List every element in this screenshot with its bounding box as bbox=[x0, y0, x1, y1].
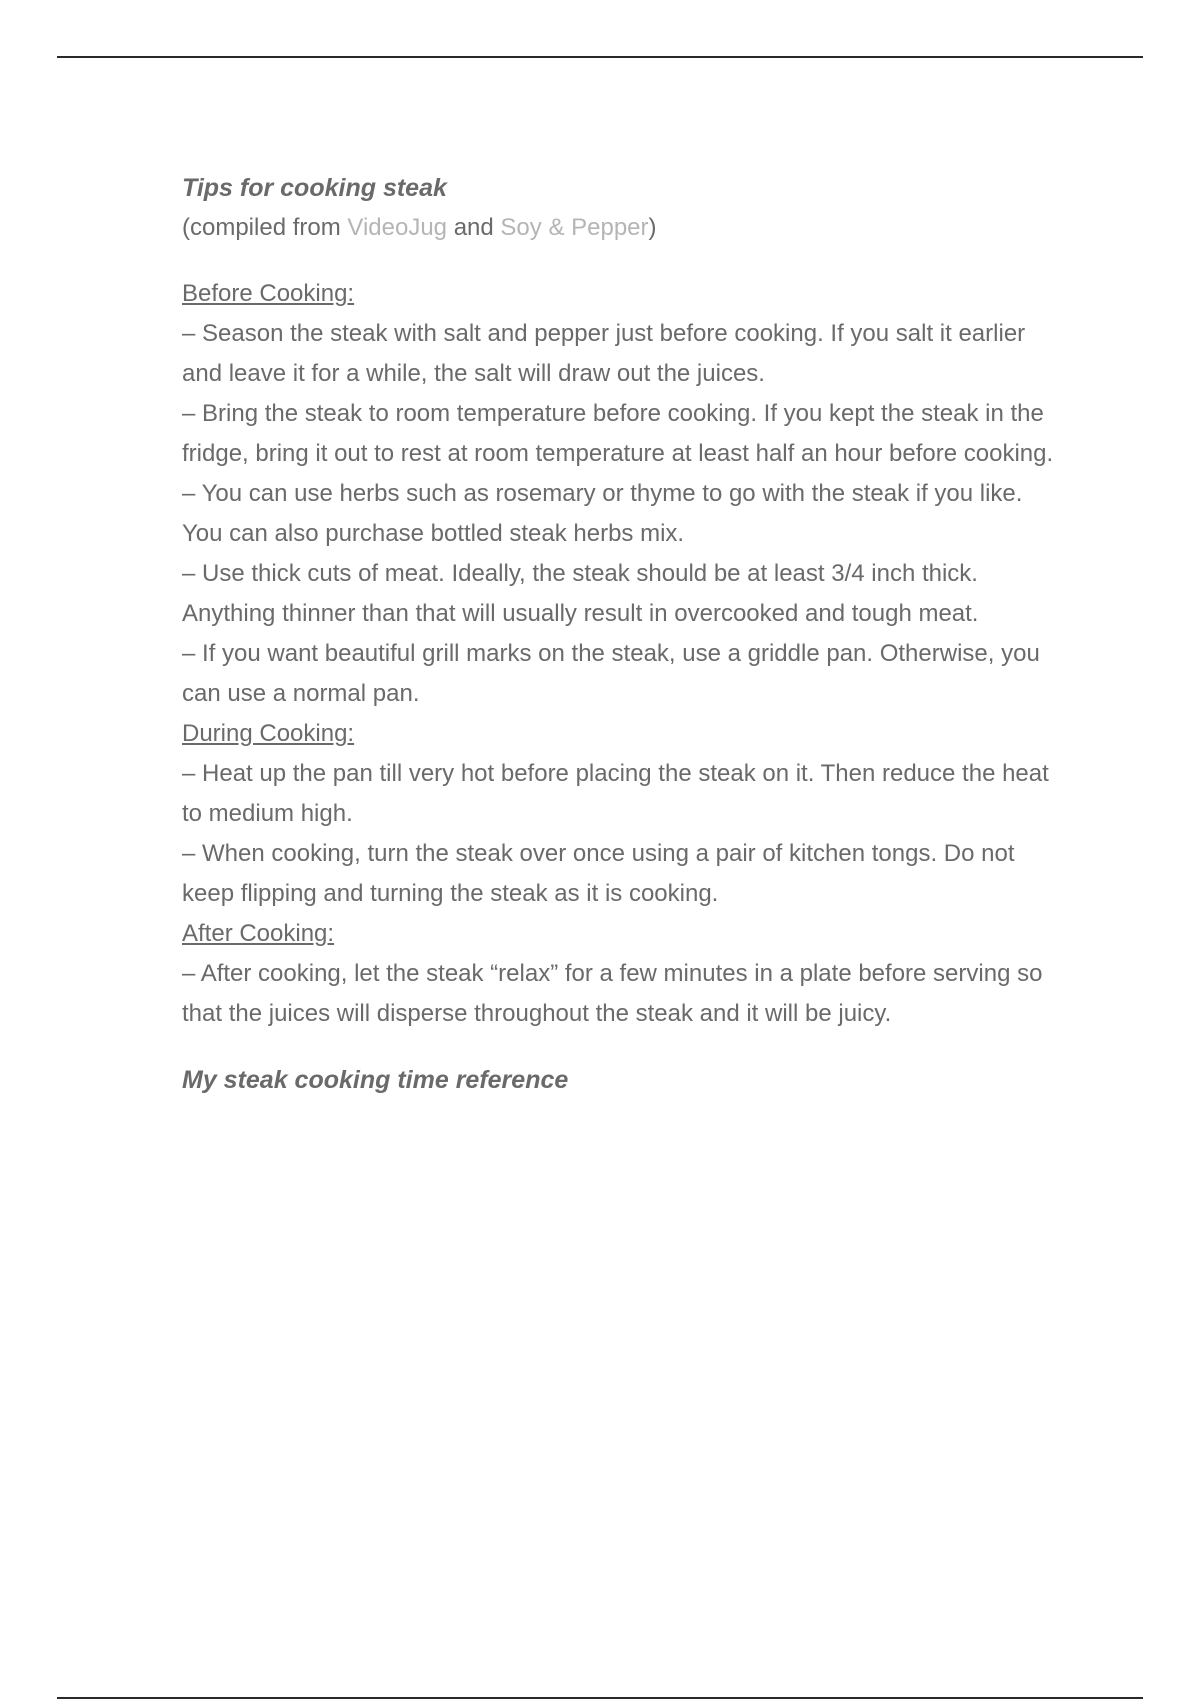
during-tip-1: – Heat up the pan till very hot before placing the steak on it. Then reduce the heat to medium high. bbox=[182, 760, 1049, 827]
document-body bbox=[182, 168, 1062, 1100]
source-line bbox=[182, 208, 1062, 248]
spacer bbox=[182, 248, 1062, 274]
spacer bbox=[182, 1034, 1062, 1060]
during-cooking-title: During Cooking: bbox=[182, 720, 355, 747]
footer-rule bbox=[57, 1697, 1143, 1699]
before-tip-2: – Bring the steak to room temperature before cooking. If you kept the steak in the fridge, bring it out to rest at room temperature at least half an hour before cooking. bbox=[182, 400, 1054, 467]
source-suffix: ) bbox=[648, 214, 657, 241]
source-middle: and bbox=[447, 214, 501, 241]
header-rule bbox=[57, 56, 1143, 58]
after-cooking-title: After Cooking: bbox=[182, 920, 335, 947]
before-cooking-title: Before Cooking: bbox=[182, 280, 355, 307]
before-tip-5: – If you want beautiful grill marks on the steak, use a griddle pan. Otherwise, you can use a normal pan. bbox=[182, 640, 1040, 707]
soy-pepper-link[interactable]: Soy & Pepper bbox=[500, 214, 649, 241]
before-tip-3: – You can use herbs such as rosemary or thyme to go with the steak if you like. You can also purchase bottled steak herbs mix. bbox=[182, 480, 1023, 547]
before-tip-4: – Use thick cuts of meat. Ideally, the steak should be at least 3/4 inch thick. Anything thinner than that will usually result in overcooked and tough meat. bbox=[182, 560, 979, 627]
before-tip-1: – Season the steak with salt and pepper just before cooking. If you salt it earlier and leave it for a while, the salt will draw out the juices. bbox=[182, 320, 1026, 387]
source-prefix: (compiled from bbox=[182, 214, 348, 241]
after-tip-1: – After cooking, let the steak “relax” for a few minutes in a plate before serving so that the juices will disperse throughout the steak and it will be juicy. bbox=[182, 960, 1043, 1027]
during-tip-2: – When cooking, turn the steak over once using a pair of kitchen tongs. Do not keep flipping and turning the steak as it is cooking. bbox=[182, 840, 1015, 907]
tips-heading: Tips for cooking steak bbox=[182, 174, 447, 202]
videojug-link[interactable]: VideoJug bbox=[347, 214, 448, 241]
reference-heading: My steak cooking time reference bbox=[182, 1066, 569, 1094]
